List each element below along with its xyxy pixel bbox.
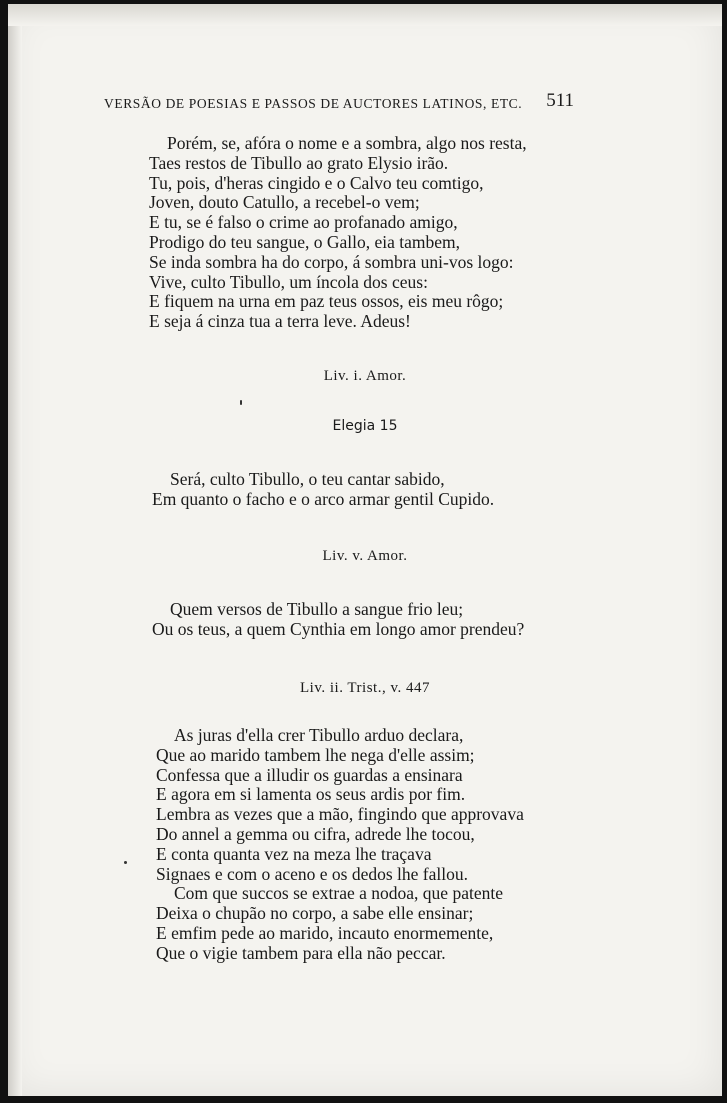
section-heading-liv-v-amor: Liv. v. Amor. — [322, 548, 408, 564]
running-header — [104, 90, 574, 112]
verse-line: Ou os teus, a quem Cynthia em longo amor prendeu? — [152, 618, 525, 639]
page-number: 511 — [546, 90, 574, 111]
verse-line: Taes restos de Tibullo ao grato Elysio irão. — [149, 152, 449, 173]
verse-line: Porém, se, afóra o nome e a sombra, algo nos resta, — [167, 133, 527, 153]
stray-mark — [240, 400, 242, 405]
verse-line: Em quanto o facho e o arco armar gentil Cupido. — [152, 488, 495, 509]
stanza-liv-ii-trist — [156, 726, 524, 964]
verse-line: Signaes e com o aceno e os dedos lhe fallou. — [156, 863, 468, 884]
verse-line: Vive, culto Tibullo, um íncola dos ceus: — [149, 271, 428, 292]
verse-line: Se inda sombra ha do corpo, á sombra uni-vos logo: — [149, 251, 514, 272]
verse-line: Com que succos se extrae a nodoa, que patente — [174, 883, 503, 904]
page-top-shadow — [8, 4, 722, 26]
verse-line: Será, culto Tibullo, o teu cantar sabido, — [170, 469, 445, 489]
verse-line: As juras d'ella crer Tibullo arduo declara, — [174, 725, 464, 745]
stanza-liv-v — [152, 600, 524, 640]
verse-line: Que o vigie tambem para ella não peccar. — [156, 942, 446, 963]
book-page — [8, 4, 722, 1096]
running-title: VERSÃO DE POESIAS E PASSOS DE AUCTORES LATINOS, ETC. — [104, 96, 523, 111]
section-heading-liv-i-amor: Liv. i. Amor. — [323, 368, 407, 384]
verse-line: Do annel a gemma ou cifra, adrede lhe tocou, — [156, 823, 475, 844]
verse-line: E tu, se é falso o crime ao profanado amigo, — [149, 212, 458, 233]
verse-line: Prodigo do teu sangue, o Gallo, eia tambem, — [149, 231, 461, 252]
verse-line: E seja á cinza tua a terra leve. Adeus! — [149, 311, 411, 332]
stanza-liv-i — [152, 470, 494, 510]
verse-line: Quem versos de Tibullo a sangue frio leu; — [170, 599, 464, 619]
verse-line: Lembra as vezes que a mão, fingindo que approvava — [156, 804, 524, 825]
stanza-opening — [149, 134, 527, 332]
verse-line: E emfim pede ao marido, incauto enormemente, — [156, 922, 494, 943]
section-subheading-elegia: Elegia 15 — [332, 418, 398, 434]
section-heading-liv-ii-trist: Liv. ii. Trist., v. 447 — [300, 680, 430, 696]
stray-dot — [124, 861, 127, 864]
verse-line: Confessa que a illudir os guardas a ensinara — [156, 764, 463, 785]
verse-line: Deixa o chupão no corpo, a sabe elle ensinar; — [156, 903, 474, 924]
verse-line: Joven, douto Catullo, a recebel-o vem; — [149, 192, 420, 213]
verse-line: Que ao marido tambem lhe nega d'elle assim; — [156, 744, 475, 765]
verse-line: E fiquem na urna em paz teus ossos, eis meu rôgo; — [149, 291, 504, 312]
verse-line: E conta quanta vez na meza lhe traçava — [156, 843, 432, 864]
verse-line: Tu, pois, d'heras cingido e o Calvo teu comtigo, — [149, 172, 484, 193]
verse-line: E agora em si lamenta os seus ardis por fim. — [156, 784, 466, 805]
